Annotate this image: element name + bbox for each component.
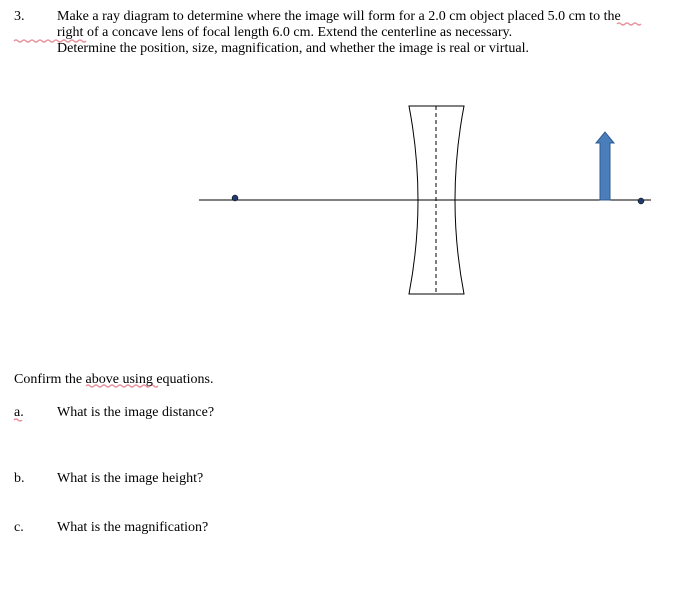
question-line-1: Make a ray diagram to determine where the image will form for a 2.0 cm object placed 5.0 cm to the: [57, 9, 621, 24]
focal-point-right: [638, 198, 644, 204]
part-b-label: b.: [14, 471, 25, 486]
focal-point-left: [232, 195, 238, 201]
confirm-text-after: equations.: [152, 372, 214, 387]
question-number: 3.: [14, 9, 25, 24]
part-a-question: What is the image distance?: [57, 405, 215, 420]
spellcheck-underline-line1: [14, 40, 86, 42]
confirm-text-flagged: above using: [85, 372, 153, 387]
part-c-label: c.: [14, 520, 24, 535]
spellcheck-underline-the: [617, 23, 641, 25]
question-line-3: Determine the position, size, magnification, and whether the image is real or virtual.: [57, 41, 529, 56]
confirm-line: [14, 372, 213, 388]
part-b-question: What is the image height?: [57, 471, 204, 486]
part-a-label: a.: [14, 405, 24, 420]
part-c-question: What is the magnification?: [57, 520, 209, 535]
confirm-text-before: Confirm the: [14, 372, 86, 387]
question-line-2: right of a concave lens of focal length 6.0 cm. Extend the centerline as necessary.: [57, 25, 513, 40]
object-arrow: [596, 132, 614, 200]
